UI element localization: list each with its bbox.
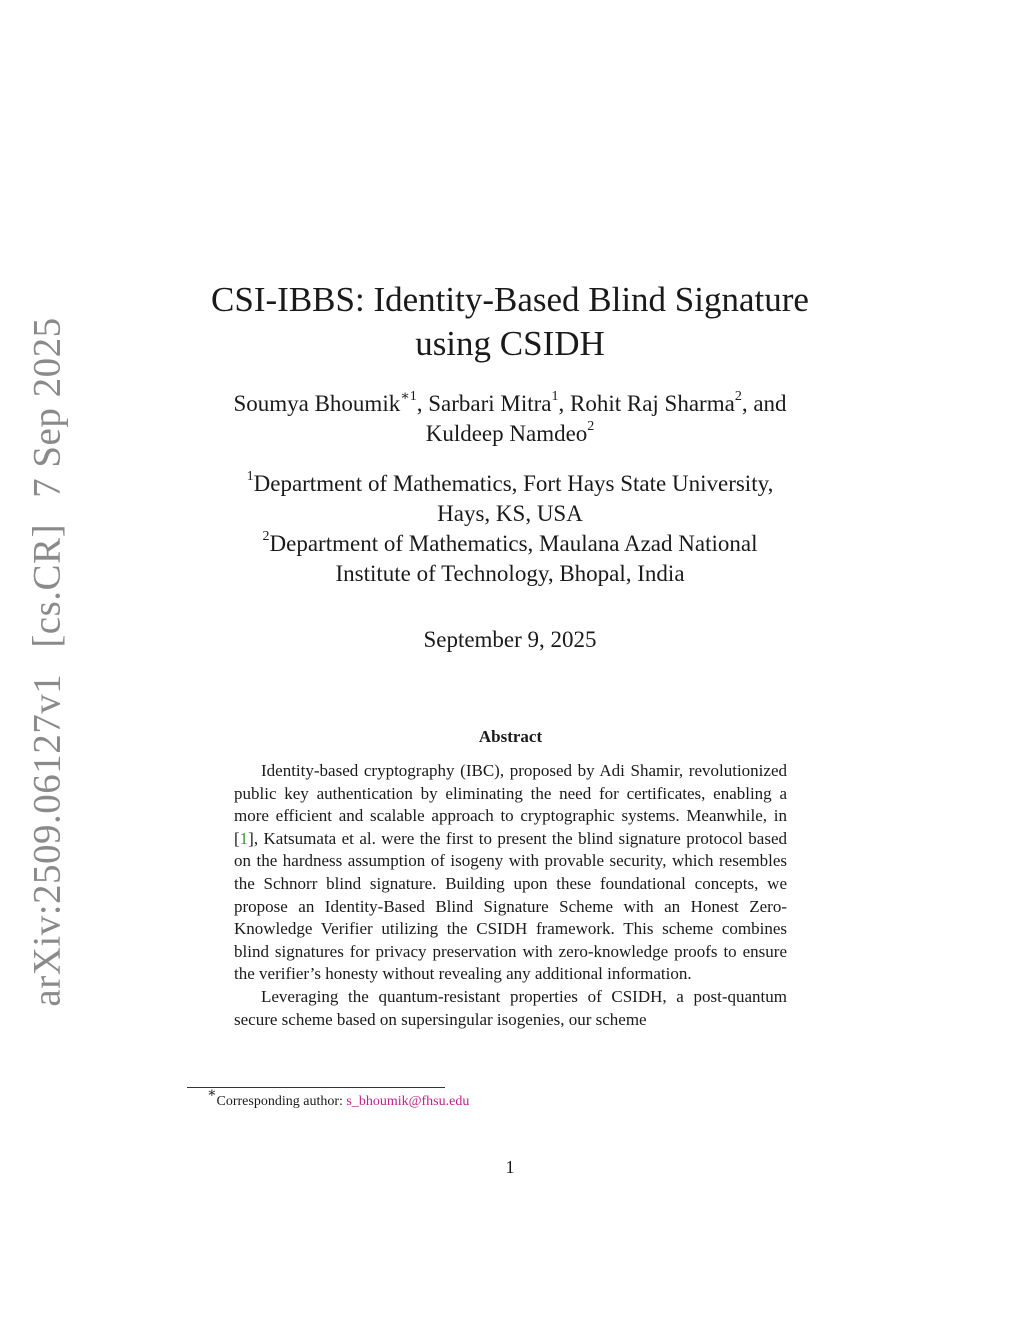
abstract-paragraph-2: Leveraging the quantum-resistant properties of CSIDH, a post-quantum secure scheme based on supersingular isogenies, our scheme: [234, 986, 787, 1029]
author-name: Sarbari Mitra: [428, 391, 552, 416]
citation-link[interactable]: 1: [239, 828, 249, 848]
author-mark: 2: [734, 389, 742, 405]
abstract-text: Identity-based cryptography (IBC), proposed by Adi Shamir, revolutionized public key authentication by eliminating the need for certificates, enabling a more efficient and scalable approach to cryptographic systems. Meanwhile, in [: [234, 761, 787, 848]
arxiv-date: 7 Sep 2025: [25, 317, 69, 498]
title-line-1: CSI-IBBS: Identity-Based Blind Signature: [211, 280, 809, 319]
footnote-label: Corresponding author:: [216, 1094, 343, 1109]
abstract-paragraph-1: [234, 760, 787, 986]
abstract-heading: Abstract: [478, 727, 543, 746]
author-name: Kuldeep Namdeo: [425, 421, 588, 446]
author-mark: 2: [587, 419, 595, 435]
page-number: 1: [505, 1157, 515, 1177]
author-mark: ∗1: [400, 389, 417, 405]
author-conjunction: and: [753, 391, 787, 416]
abstract-body: [234, 760, 787, 1031]
affiliation-1-line-2: Hays, KS, USA: [437, 501, 583, 526]
arxiv-id[interactable]: arXiv:2509.06127v1: [25, 673, 69, 1007]
author-list: [170, 389, 850, 449]
arxiv-sidebar-stamp: [25, 317, 70, 1006]
affiliation-2-line-2: Institute of Technology, Bhopal, India: [335, 561, 685, 586]
affiliation-text: Department of Mathematics, Maulana Azad National: [269, 531, 758, 556]
author-mark: 1: [551, 389, 559, 405]
email-link[interactable]: s_bhoumik@fhsu.edu: [346, 1094, 470, 1109]
author-name: Rohit Raj Sharma: [570, 391, 735, 416]
abstract-text: ], Katsumata et al. were the first to present the blind signature protocol based on the hardness assumption of isogeny with provable security, which resembles the Schnorr blind signature. Building upon these foundational concepts, we propose an Identity-Based Blind Signature Scheme with an Honest Zero-Knowledge Verifier utilizing the CSIDH framework. This scheme combines blind signatures for privacy preservation with zero-knowledge proofs to ensure the verifier’s honesty without revealing any additional information.: [234, 828, 787, 984]
footnote-divider: [187, 1087, 445, 1088]
author-line-1: Soumya Bhoumik$^{∗1}$, Sarbari Mitra$^1$, Rohit Raj Sharma$^2$, and: [233, 389, 787, 416]
affiliation-mark: 1: [246, 469, 254, 485]
footnote: [207, 1086, 470, 1111]
affiliation-mark: 2: [262, 529, 270, 545]
paper-title: [190, 278, 830, 366]
footnote-mark: ∗: [207, 1086, 217, 1102]
affiliation-2-line-1: [170, 529, 850, 559]
title-line-2: using CSIDH: [415, 324, 605, 363]
affiliation-text: Department of Mathematics, Fort Hays State University,: [253, 471, 774, 496]
affiliation-list: [170, 469, 850, 589]
author-line-2: [170, 419, 850, 449]
affiliation-1-line-1: [170, 469, 850, 499]
author-name: Soumya Bhoumik: [233, 391, 401, 416]
arxiv-category: [cs.CR]: [25, 523, 69, 648]
paper-date: September 9, 2025: [423, 627, 597, 652]
